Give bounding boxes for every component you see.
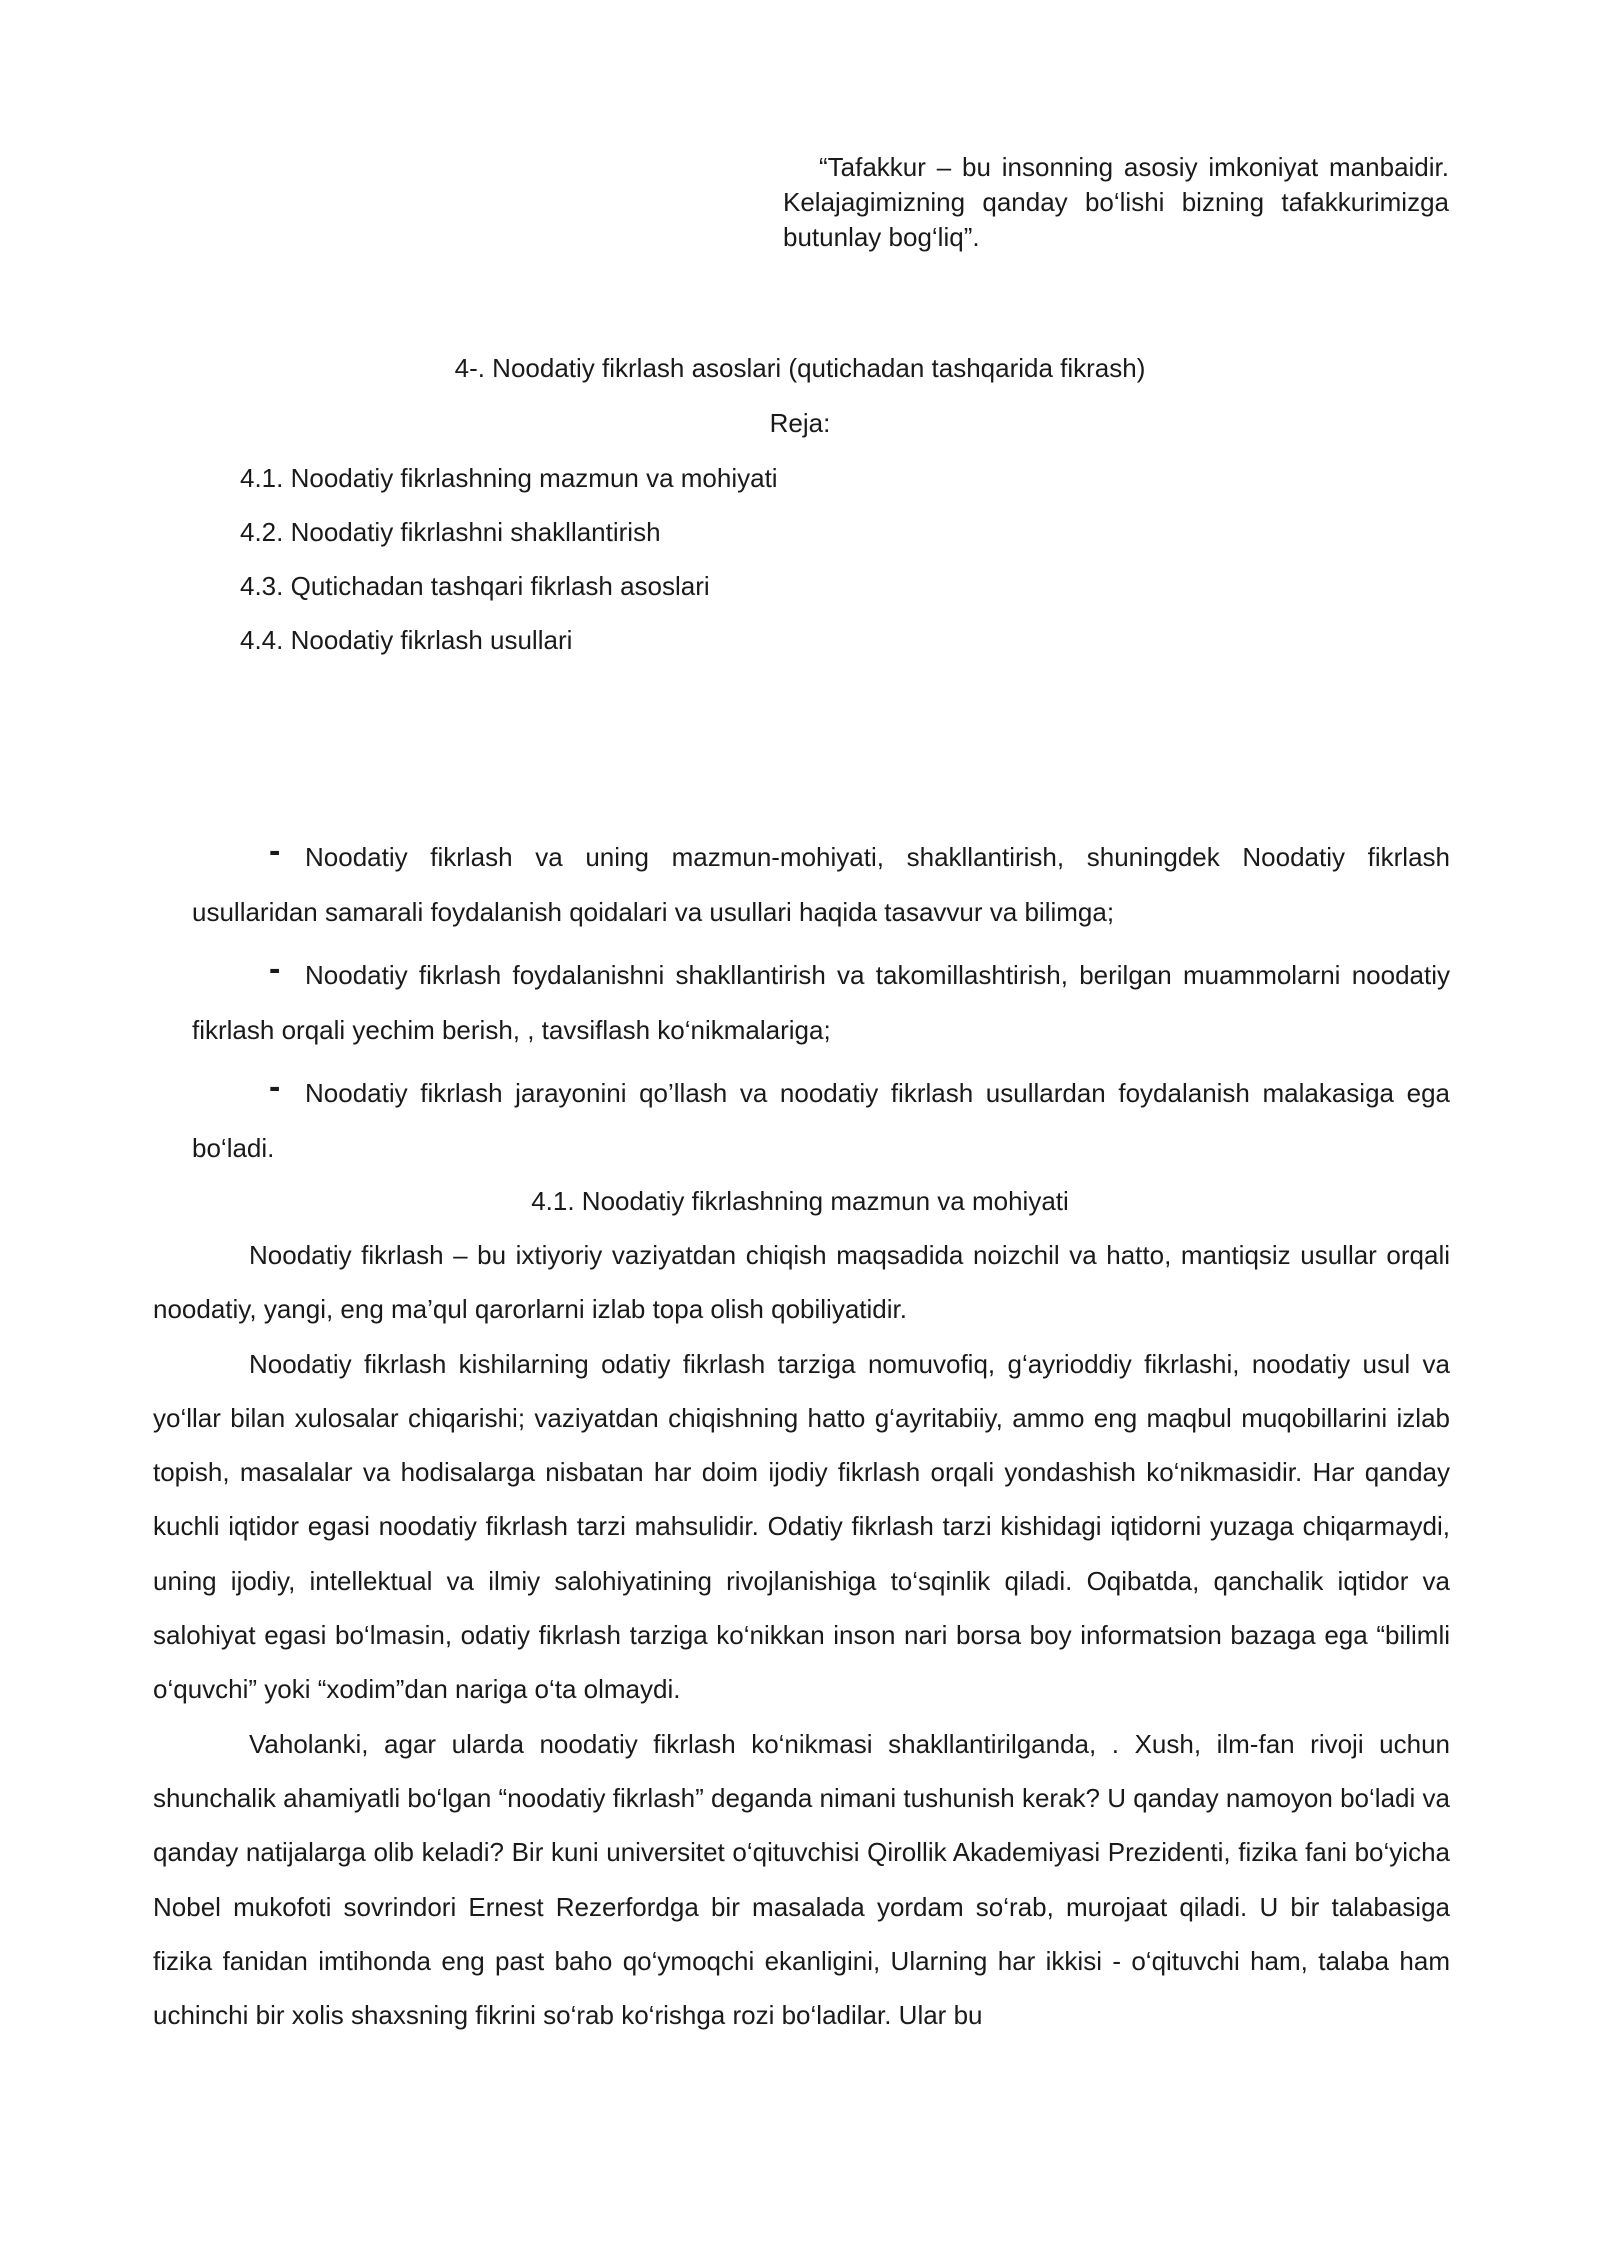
bullet-text: Noodatiy fikrlash va uning mazmun-mohiyati, shakllantirish, shuningdek Noodatiy fikrlash usullaridan samarali foydalanish qoidalari va usullari haqida tasavvur va bilimga; xyxy=(192,842,1450,927)
paragraph: Noodatiy fikrlash kishilarning odatiy fikrlash tarziga nomuvofiq, g‘ayrioddiy fikrlashi, noodatiy usul va yo‘llar bilan xulosalar chiqarishi; vaziyatdan chiqishning hatto g‘ayritabiiy, ammo eng maqbul muqobillarini izlab topish, masalalar va hodisalarga nisbatan har doim ijodiy fikrlash orqali yondashish ko‘nikmasidir. Har qanday kuchli iqtidor egasi noodatiy fikrlash tarzi mahsulidir. Odatiy fikrlash tarzi kishidagi iqtidorni yuzaga chiqarmaydi, uning ijodiy, intellektual va ilmiy salohiyatining rivojlanishiga to‘sqinlik qiladi. Oqibatda, qanchalik iqtidor va salohiyat egasi bo‘lmasin, odatiy fikrlash tarziga ko‘nikkan inson nari borsa boy informatsion bazaga ega “bilimli o‘quvchi” yoki “xodim”dan nariga o‘ta olmaydi. xyxy=(153,1348,1450,1705)
list-item xyxy=(192,1066,1450,1176)
list-item xyxy=(192,948,1450,1058)
paragraph: Noodatiy fikrlash – bu ixtiyoriy vaziyatdan chiqish maqsadida noizchil va hatto, mantiqsiz usullar orqali noodatiy, yangi, eng ma’qul qarorlarni izlab topa olish qobiliyatidir. xyxy=(153,1240,1450,1325)
plan-item: 4.3. Qutichadan tashqari fikrlash asoslari xyxy=(240,571,710,601)
list-item xyxy=(192,830,1450,940)
paragraph: Vaholanki, agar ularda noodatiy fikrlash ko‘nikmasi shakllantirilganda, . Xush, ilm-fan rivoji uchun shunchalik ahamiyatli bo‘lgan “noodatiy fikrlash” deganda nimani tushunish kerak? U qanday namoyon bo‘ladi va qanday natijalarga olib keladi? Bir kuni universitet o‘qituvchisi Qirollik Akademiyasi Prezidenti, fizika fani bo‘yicha Nobel mukofoti sovrindori Ernest Rezerfordga bir masalada yordam so‘rab, murojaat qiladi. U bir talabasiga fizika fanidan imtihonda eng past baho qo‘ymoqchi ekanligini, Ularning har ikkisi - o‘qituvchi ham, talaba ham uchinchi bir xolis shaxsning fikrini so‘rab ko‘rishga rozi bo‘ladilar. Ular bu xyxy=(153,1728,1450,2031)
dash-bullet-marker: - xyxy=(269,950,281,988)
epigraph-quote: “Tafakkur – bu insonning asosiy imkoniyat manbaidir. Kelajagimizning qanday bo‘lishi bizning tafakkurimizga butunlay bog‘liq”. xyxy=(783,152,1449,252)
section-heading: 4.1. Noodatiy fikrlashning mazmun va mohiyati xyxy=(531,1186,1069,1216)
plan-label: Reja: xyxy=(769,408,831,438)
bullet-text: Noodatiy fikrlash jarayonini qo’llash va noodatiy fikrlash usullardan foydalanish malakasiga ega bo‘ladi. xyxy=(192,1078,1450,1163)
outcomes-list xyxy=(192,830,1450,1184)
chapter-title: 4-. Noodatiy fikrlash asoslari (qutichadan tashqarida fikrash) xyxy=(454,353,1146,383)
body-text xyxy=(153,1228,1450,2042)
plan-item: 4.1. Noodatiy fikrlashning mazmun va mohiyati xyxy=(240,463,778,493)
bullet-text: Noodatiy fikrlash foydalanishni shakllantirish va takomillashtirish, berilgan muammolarni noodatiy fikrlash orqali yechim berish, , tavsiflash ko‘nikmalariga; xyxy=(192,960,1450,1045)
plan-item: 4.4. Noodatiy fikrlash usullari xyxy=(240,625,573,655)
plan-item: 4.2. Noodatiy fikrlashni shakllantirish xyxy=(240,517,661,547)
dash-bullet-marker: - xyxy=(269,1068,281,1106)
dash-bullet-marker: - xyxy=(269,832,281,870)
